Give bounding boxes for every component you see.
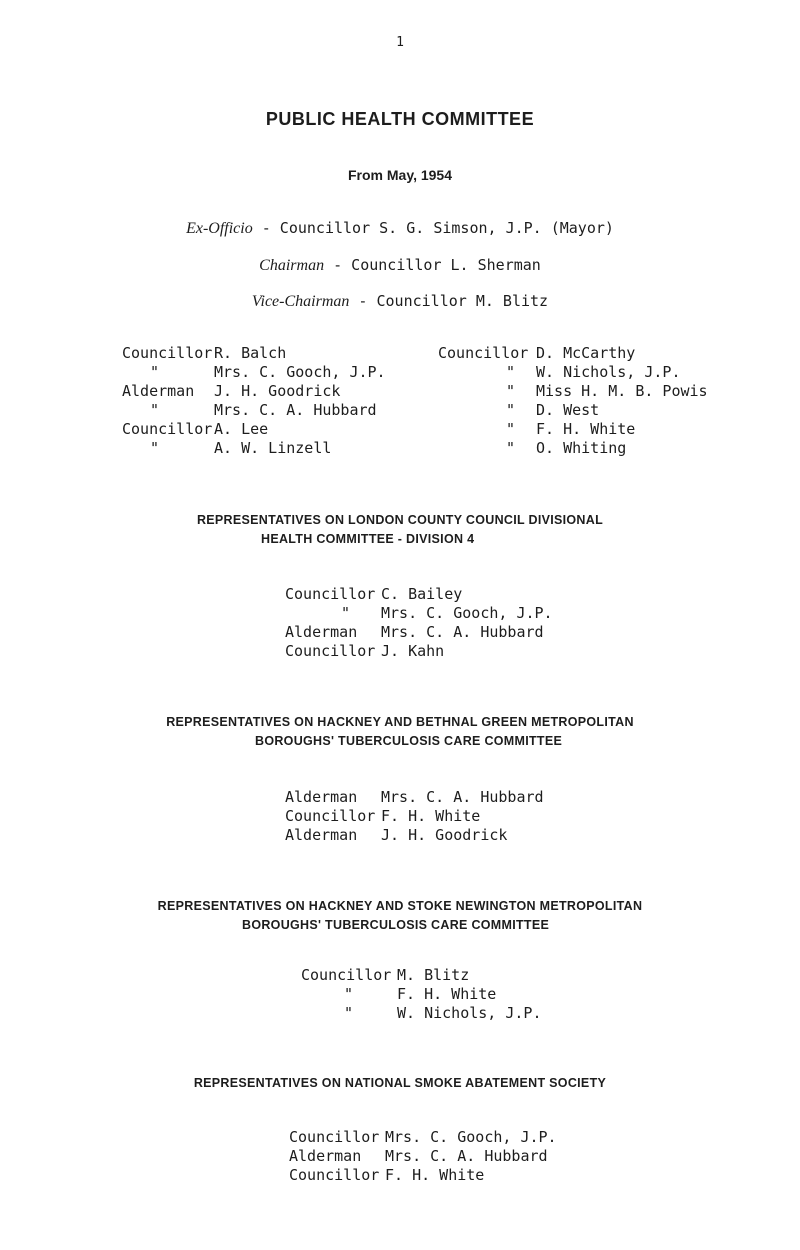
officer-chairman: [0, 256, 800, 275]
member-name: Mrs. C. A. Hubbard: [385, 1147, 548, 1165]
member-name: J. H. Goodrick: [214, 382, 341, 400]
member-name: Mrs. C. A. Hubbard: [381, 623, 544, 641]
member-title: Councillor: [122, 344, 213, 362]
officer-role: Chairman: [259, 257, 325, 274]
member-name: F. H. White: [536, 420, 636, 438]
member-title: Councillor: [122, 420, 213, 438]
member-name: R. Balch: [214, 344, 287, 362]
member-title: ": [506, 401, 516, 419]
officer-text: - Councillor M. Blitz: [349, 292, 549, 310]
member-name: F. H. White: [397, 985, 497, 1003]
member-title: Councillor: [301, 966, 392, 984]
member-title: ": [150, 363, 160, 381]
officer-role: Vice-Chairman: [251, 293, 350, 310]
member-title: ": [506, 363, 516, 381]
member-title: Councillor: [285, 807, 376, 825]
member-name: Mrs. C. Gooch, J.P.: [214, 363, 386, 381]
section-heading-line: REPRESENTATIVES ON HACKNEY AND STOKE NEWINGTON METROPOLITAN: [157, 899, 643, 913]
member-name: O. Whiting: [536, 439, 627, 457]
member-name: Mrs. C. Gooch, J.P.: [381, 604, 553, 622]
member-title: Alderman: [289, 1147, 362, 1165]
member-name: A. Lee: [214, 420, 269, 438]
section-heading-line: REPRESENTATIVES ON NATIONAL SMOKE ABATEMENT SOCIETY: [193, 1076, 607, 1090]
member-title: Councillor: [289, 1128, 380, 1146]
officer-role: Ex-Officio: [186, 220, 253, 237]
member-title: ": [344, 1004, 354, 1022]
officer-text: - Councillor L. Sherman: [324, 256, 541, 274]
member-name: Mrs. C. Gooch, J.P.: [385, 1128, 557, 1146]
officer-ex-officio: [0, 219, 800, 238]
member-name: C. Bailey: [381, 585, 463, 603]
member-title: ": [150, 401, 160, 419]
member-title: Alderman: [285, 788, 358, 806]
member-title: Councillor: [285, 642, 376, 660]
member-name: Miss H. M. B. Powis: [536, 382, 708, 400]
document-title: PUBLIC HEALTH COMMITTEE: [265, 109, 535, 129]
member-name: W. Nichols, J.P.: [397, 1004, 542, 1022]
member-title: Councillor: [285, 585, 376, 603]
member-name: A. W. Linzell: [214, 439, 332, 457]
member-name: M. Blitz: [397, 966, 470, 984]
officer-text: - Councillor S. G. Simson, J.P. (Mayor): [252, 219, 614, 237]
member-name: F. H. White: [385, 1166, 485, 1184]
member-name: F. H. White: [381, 807, 481, 825]
member-title: ": [506, 382, 516, 400]
member-name: Mrs. C. A. Hubbard: [214, 401, 377, 419]
member-title: ": [150, 439, 160, 457]
section-heading-line: BOROUGHS' TUBERCULOSIS CARE COMMITTEE: [255, 734, 563, 748]
section-heading-line: REPRESENTATIVES ON LONDON COUNTY COUNCIL DIVISIONAL: [196, 513, 604, 527]
member-title: ": [344, 985, 354, 1003]
member-name: J. H. Goodrick: [381, 826, 508, 844]
member-title: Alderman: [122, 382, 195, 400]
member-title: ": [506, 439, 516, 457]
document-subtitle: From May, 1954: [347, 167, 452, 183]
member-title: ": [341, 604, 351, 622]
section-heading-line: REPRESENTATIVES ON HACKNEY AND BETHNAL GREEN METROPOLITAN: [166, 715, 634, 729]
member-title: Councillor: [438, 344, 529, 362]
member-name: Mrs. C. A. Hubbard: [381, 788, 544, 806]
officer-vice-chairman: [0, 292, 800, 311]
section-heading-line: HEALTH COMMITTEE - DIVISION 4: [261, 532, 475, 546]
member-name: D. West: [536, 401, 600, 419]
member-title: Councillor: [289, 1166, 380, 1184]
member-name: W. Nichols, J.P.: [536, 363, 681, 381]
member-title: Alderman: [285, 623, 358, 641]
page-number: 1: [396, 35, 404, 50]
member-title: ": [506, 420, 516, 438]
member-name: D. McCarthy: [536, 344, 636, 362]
member-title: Alderman: [285, 826, 358, 844]
member-name: J. Kahn: [381, 642, 445, 660]
section-heading-line: BOROUGHS' TUBERCULOSIS CARE COMMITTEE: [242, 918, 550, 932]
